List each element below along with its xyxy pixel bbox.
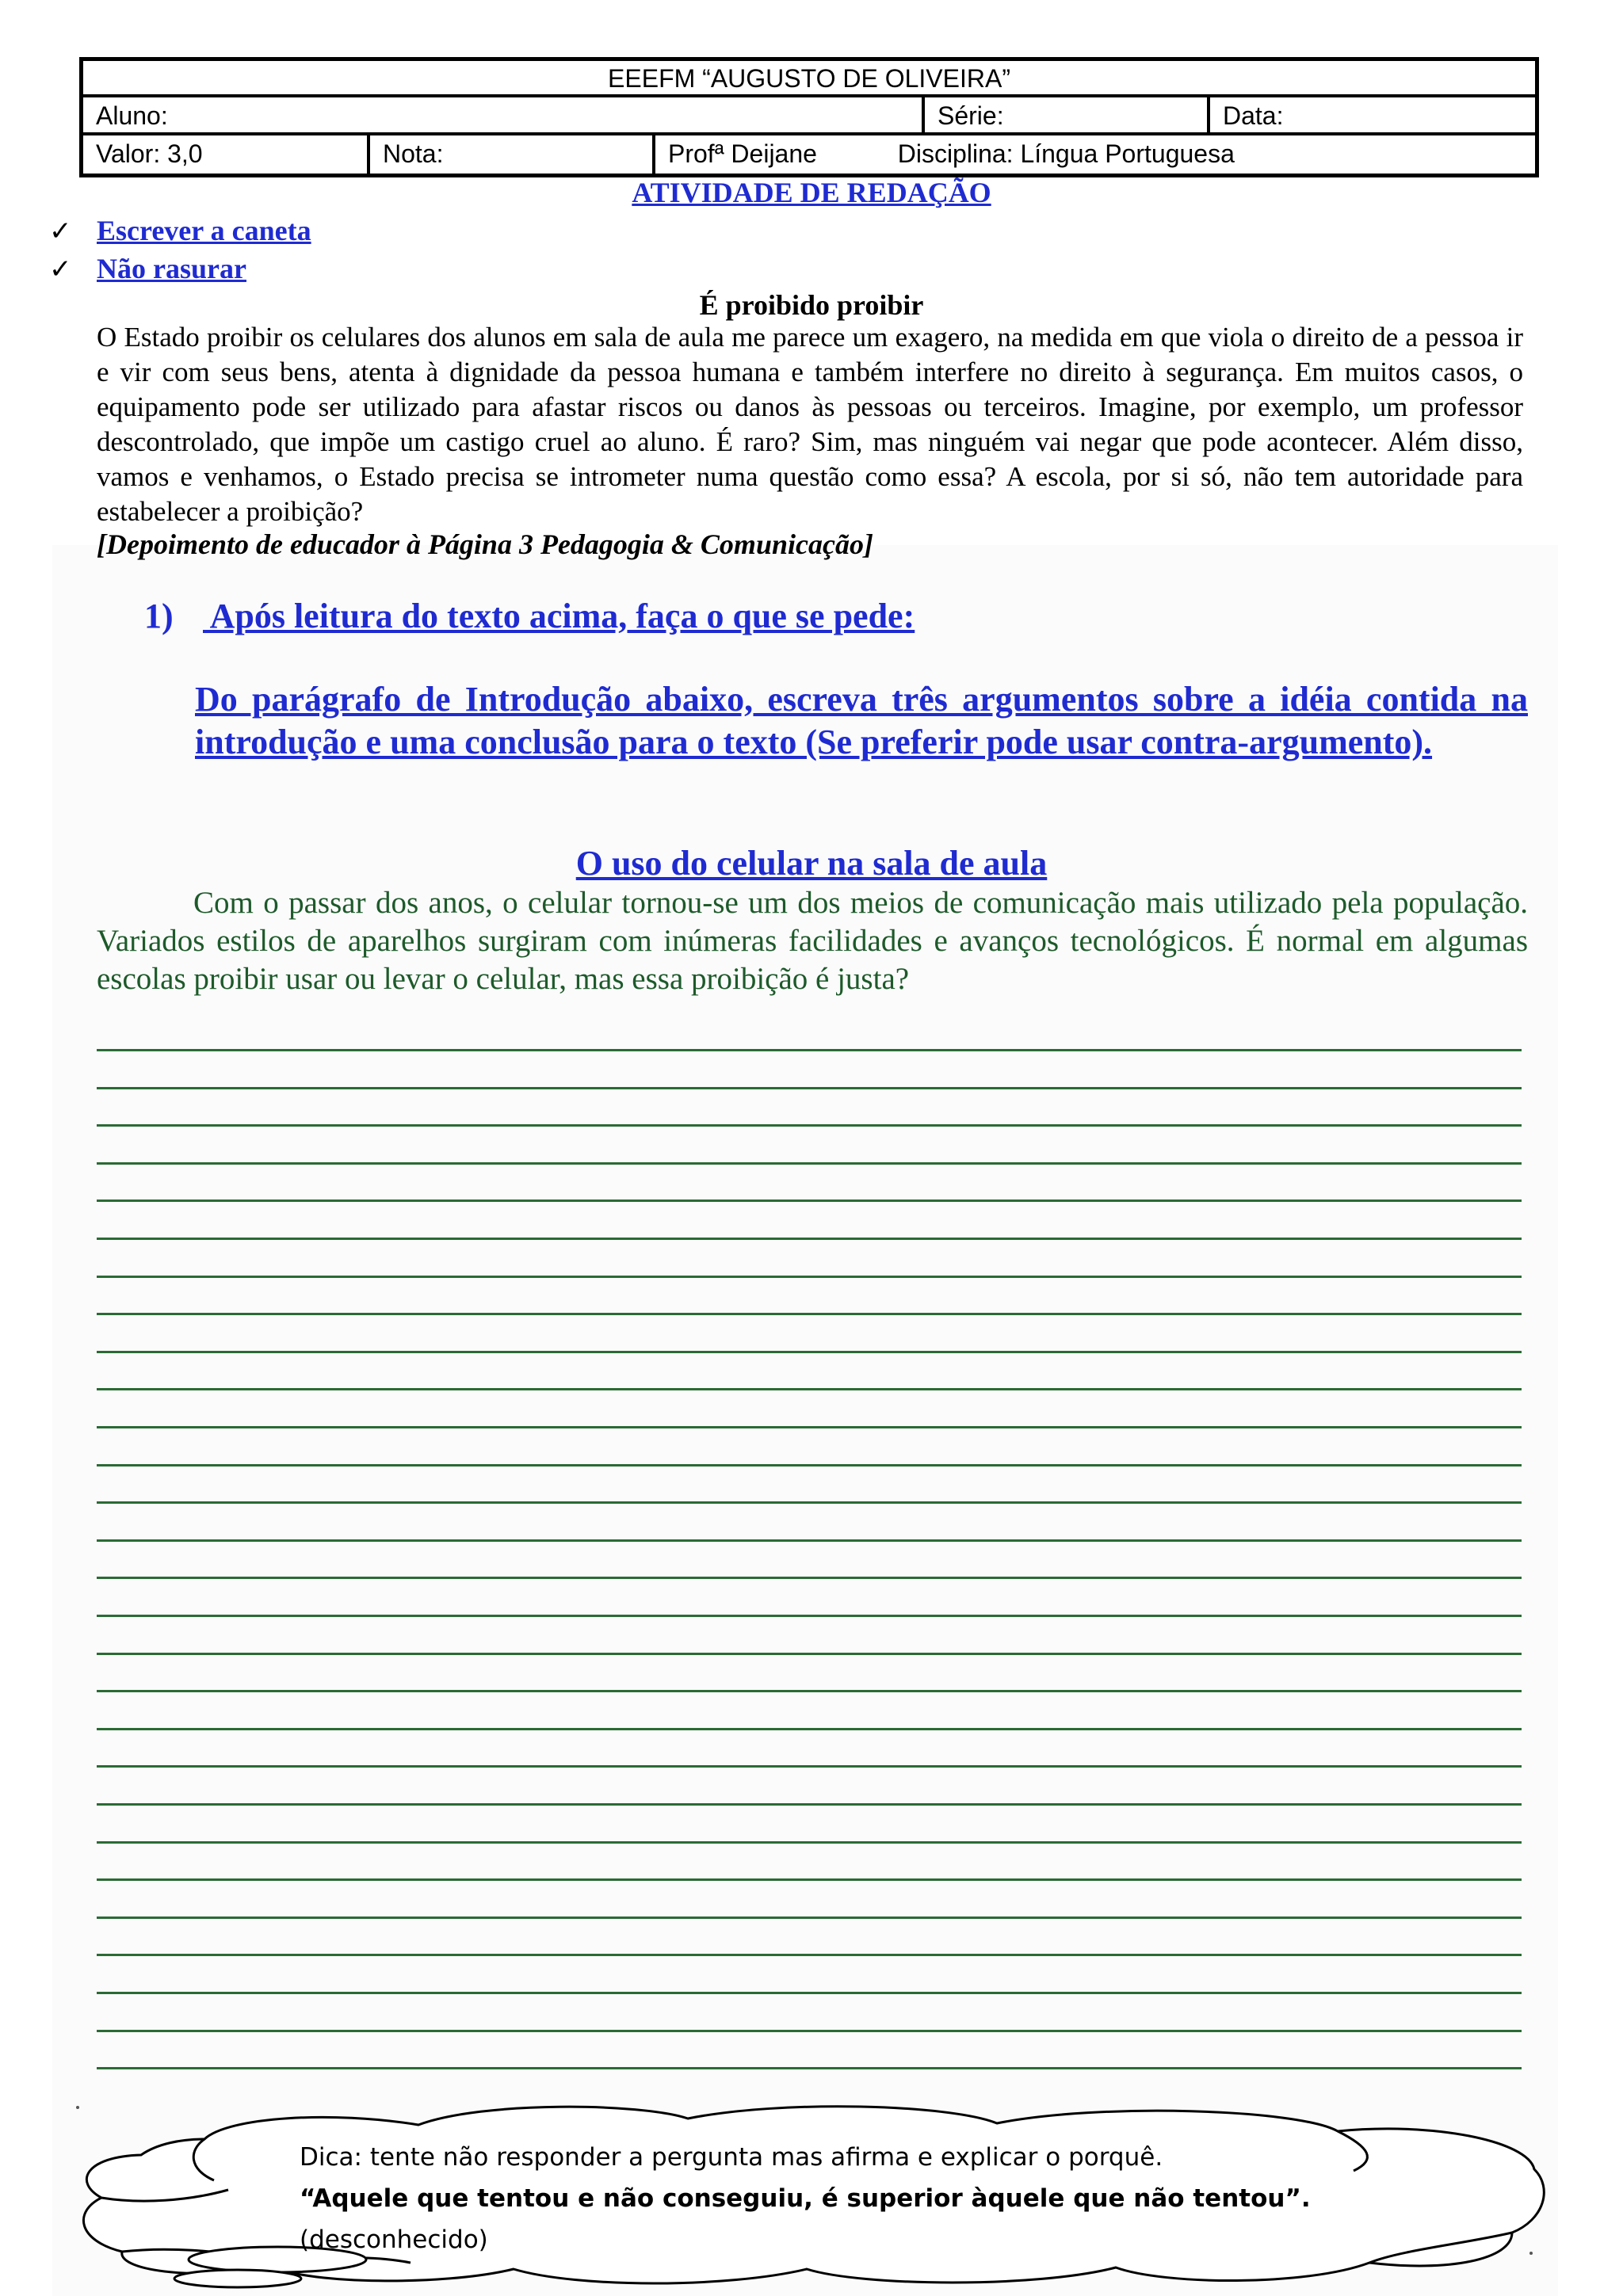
answer-line[interactable] <box>97 1690 1522 1692</box>
answer-line[interactable] <box>97 1501 1522 1504</box>
data-label: Data: <box>1223 101 1284 130</box>
answer-line[interactable] <box>97 2030 1522 2032</box>
checkmark-icon: ✓ <box>49 254 72 285</box>
serie-label: Série: <box>938 101 1004 130</box>
header-student-row <box>83 97 1535 135</box>
answer-line[interactable] <box>97 1162 1522 1165</box>
header-info-row <box>83 135 1535 174</box>
date-field[interactable] <box>1207 97 1535 132</box>
answer-line[interactable] <box>97 1276 1522 1278</box>
nota-label: Nota: <box>383 139 444 168</box>
answer-line[interactable] <box>97 1577 1522 1579</box>
answer-line[interactable] <box>97 1426 1522 1428</box>
question-heading-text: Após leitura do texto acima, faça o que se pede: <box>203 597 915 635</box>
teacher-name: Profª Deijane <box>668 139 817 168</box>
serie-field[interactable] <box>922 97 1207 132</box>
answer-lines[interactable] <box>97 1049 1522 2079</box>
answer-line[interactable] <box>97 1841 1522 1844</box>
nota-field[interactable] <box>367 135 652 174</box>
checkmark-icon: ✓ <box>49 215 72 247</box>
subject-name: Disciplina: Língua Portuguesa <box>897 139 1235 168</box>
teacher-subject-cell <box>652 135 1535 174</box>
student-name-field[interactable] <box>83 97 922 132</box>
answer-line[interactable] <box>97 1124 1522 1127</box>
answer-line[interactable] <box>97 1803 1522 1806</box>
answer-line[interactable] <box>97 1954 1522 1956</box>
answer-line[interactable] <box>97 1992 1522 1994</box>
answer-line[interactable] <box>97 1917 1522 1919</box>
answer-line[interactable] <box>97 1464 1522 1466</box>
answer-line[interactable] <box>97 1238 1522 1240</box>
tip-author: (desconhecido) <box>300 2225 488 2254</box>
answer-line[interactable] <box>97 1049 1522 1051</box>
valor-cell <box>83 135 367 174</box>
tip-callout <box>300 2137 1457 2260</box>
rule-item <box>49 214 311 247</box>
reading-body: O Estado proibir os celulares dos alunos em sala de aula me parece um exagero, na medida em que viola o direito de a pessoa ir e vir com seus bens, atenta à dignidade da pessoa humana e também interfere no direito à segurança. Em muitos casos, o equipamento pode ser utilizado para afastar riscos ou danos às pessoas ou terceiros. Imagine, por exemplo, um professor descontrolado, que impõe um castigo cruel ao aluno. É raro? Sim, mas ninguém vai negar que pode acontecer. Além disso, vamos e venhamos, o Estado precisa se intrometer numa questão como essa? A escola, por si só, não tem autoridade para estabelecer a proibição? <box>97 322 1523 527</box>
answer-line[interactable] <box>97 1351 1522 1353</box>
header-school-row <box>83 61 1535 97</box>
rule-text: Não rasurar <box>97 253 246 284</box>
answer-line[interactable] <box>97 1388 1522 1390</box>
aluno-label: Aluno: <box>96 101 168 130</box>
rule-item <box>49 252 246 285</box>
answer-line[interactable] <box>97 1878 1522 1881</box>
reading-source: [Depoimento de educador à Página 3 Pedagogia & Comunicação] <box>97 528 873 560</box>
tip-quote: “Aquele que tentou e não conseguiu, é superior àquele que não tentou”. <box>300 2184 1311 2213</box>
essay-title: O uso do celular na sala de aula <box>575 844 1048 883</box>
answer-line[interactable] <box>97 1199 1522 1202</box>
reading-title: É proibido proibir <box>699 289 924 321</box>
essay-intro: Com o passar dos anos, o celular tornou-se um dos meios de comunicação mais utilizado pela população. Variados estilos de aparelhos surgiram com inúmeras facilidades e avanços tecnológicos. É normal em algumas escolas proibir usar ou levar o celular, mas essa proibição é justa? <box>97 886 1528 996</box>
answer-line[interactable] <box>97 1313 1522 1315</box>
activity-title: ATIVIDADE DE REDAÇÃO <box>632 177 991 208</box>
question-number: 1) <box>144 597 174 635</box>
tip-line: Dica: tente não responder a pergunta mas afirma e explicar o porquê. <box>300 2143 1163 2172</box>
answer-line[interactable] <box>97 1539 1522 1542</box>
question-instruction: Do parágrafo de Introdução abaixo, escreva três argumentos sobre a idéia contida na introdução e uma conclusão para o texto (Se preferir pode usar contra-argumento). <box>195 680 1528 761</box>
answer-line[interactable] <box>97 1765 1522 1768</box>
answer-line[interactable] <box>97 1728 1522 1730</box>
answer-line[interactable] <box>97 1653 1522 1655</box>
school-name: EEEFM “AUGUSTO DE OLIVEIRA” <box>608 64 1010 93</box>
header-table <box>79 57 1539 177</box>
rule-text: Escrever a caneta <box>97 215 311 246</box>
answer-line[interactable] <box>97 2067 1522 2069</box>
answer-line[interactable] <box>97 1615 1522 1617</box>
question-heading <box>144 596 915 636</box>
valor-text: Valor: 3,0 <box>96 139 203 168</box>
answer-line[interactable] <box>97 1087 1522 1089</box>
